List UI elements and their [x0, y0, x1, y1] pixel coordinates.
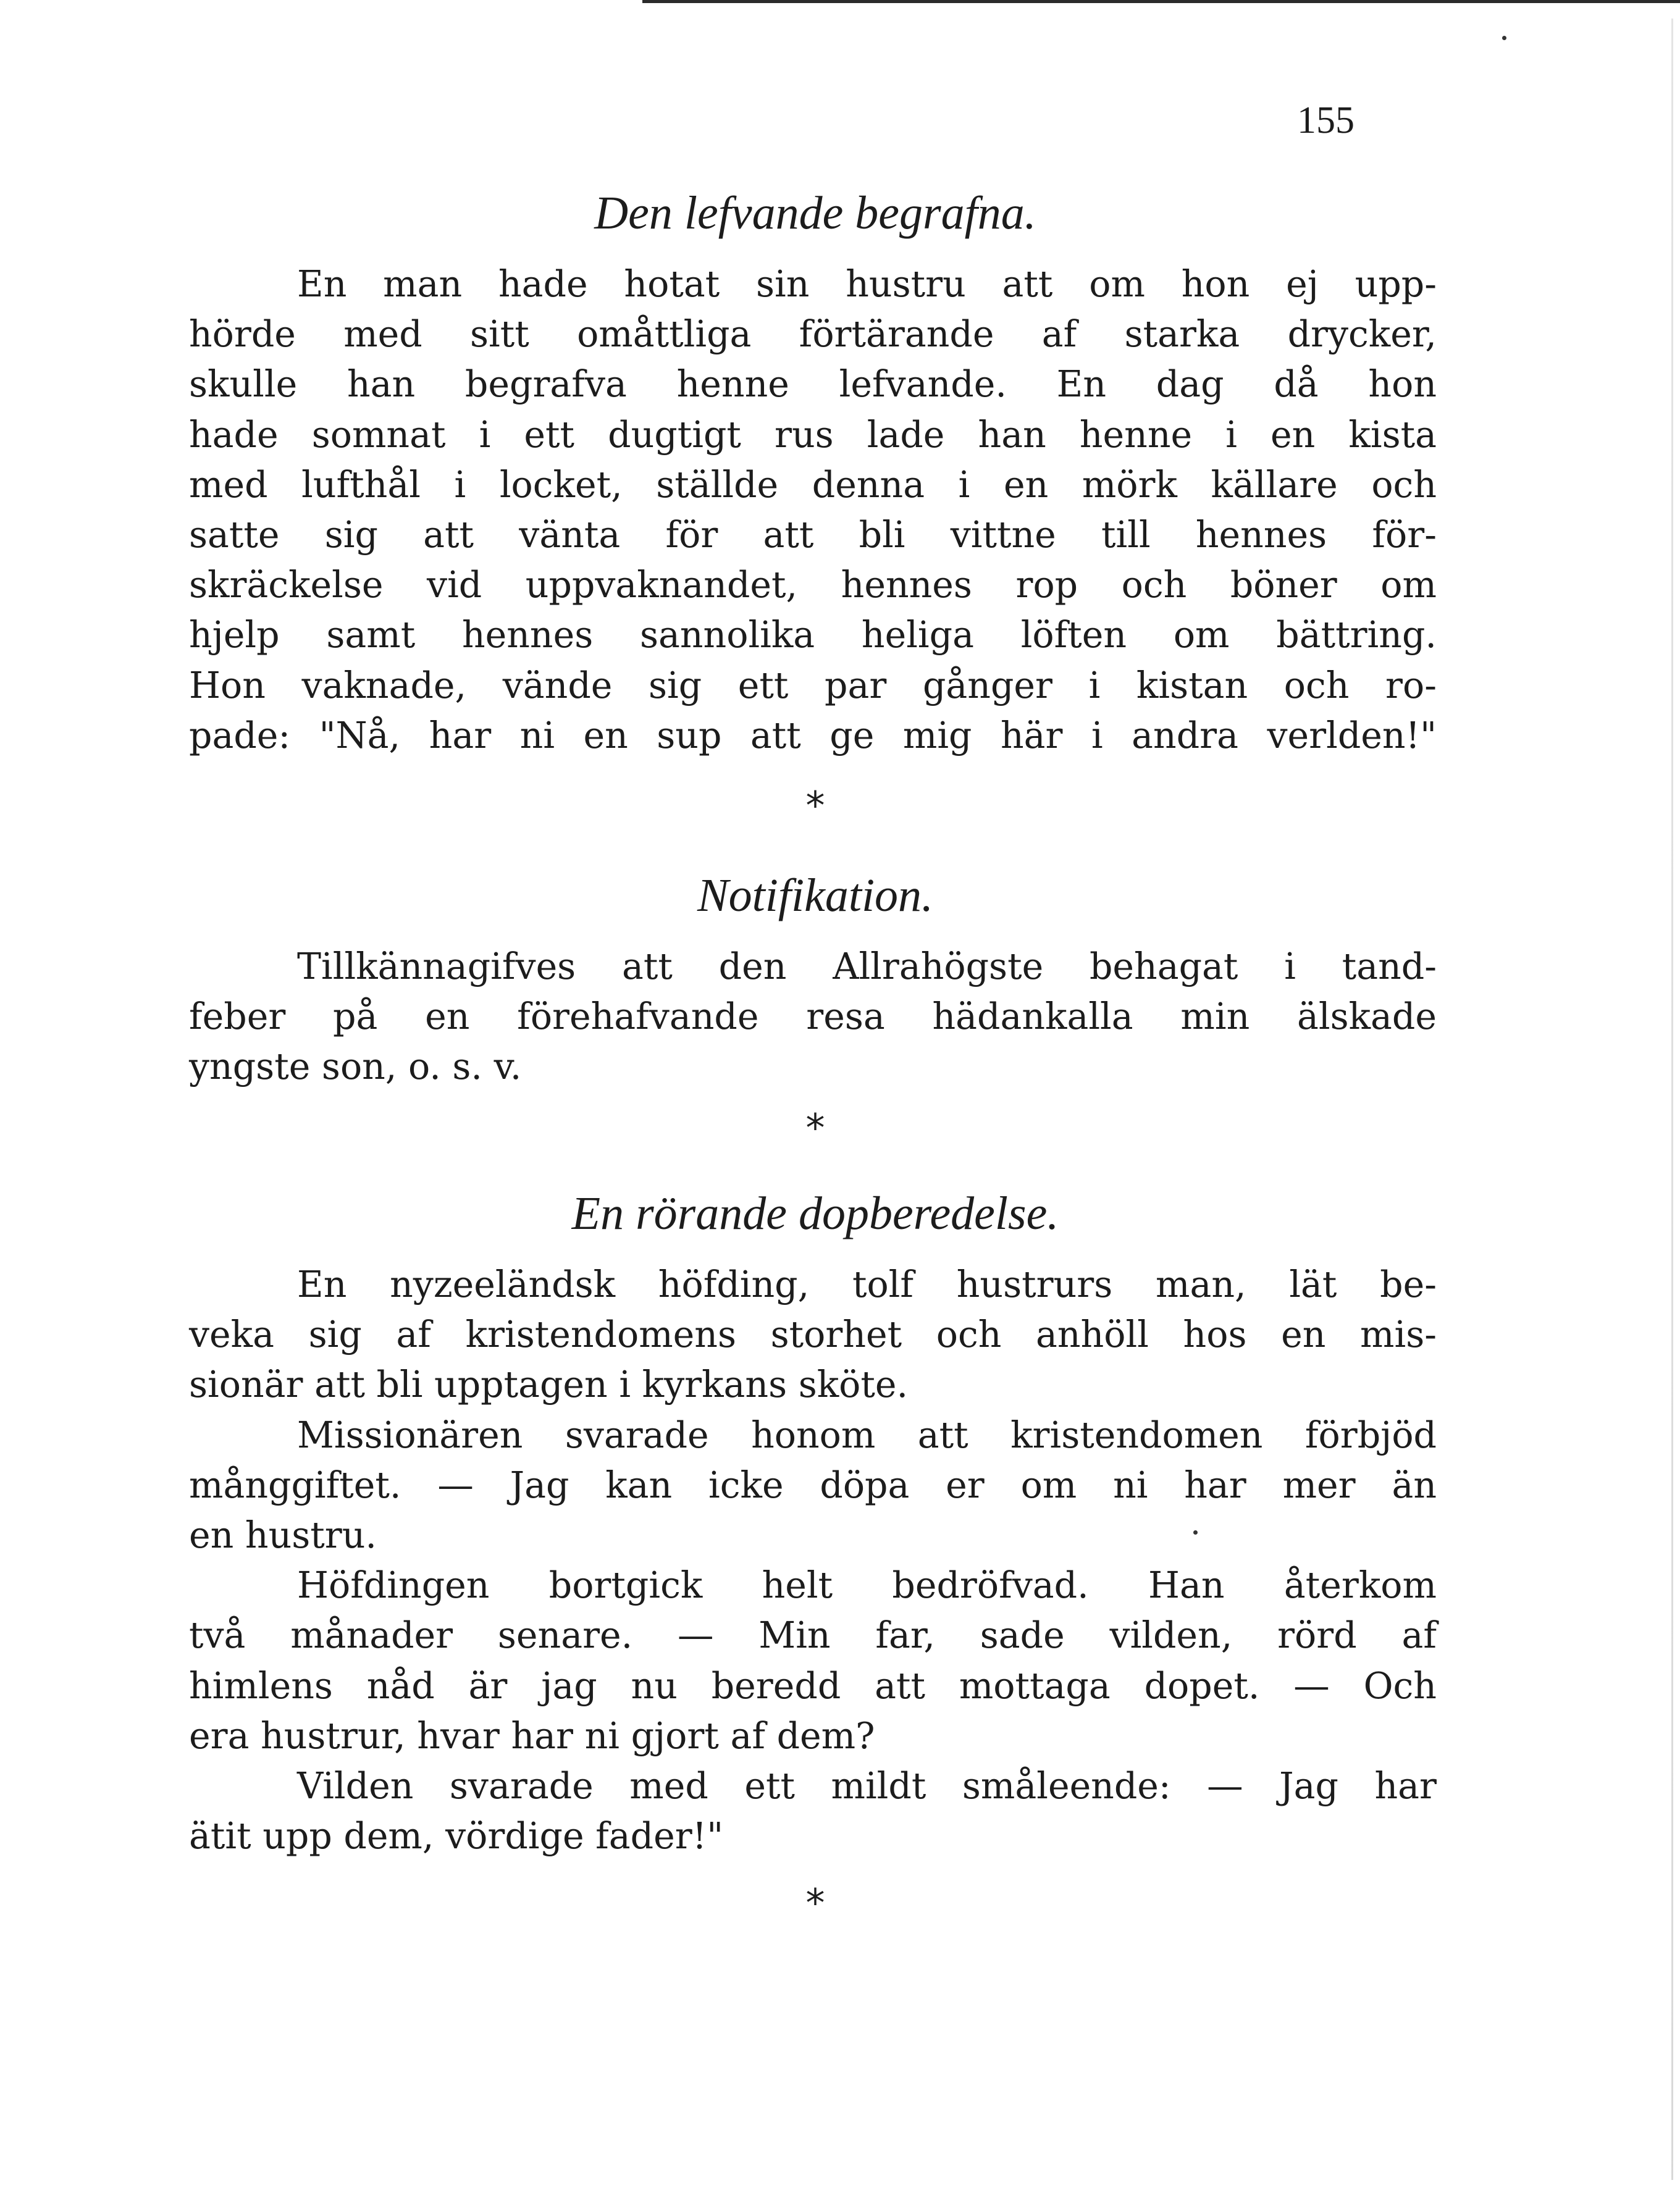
text-line: yngste son, o. s. v.	[189, 1046, 522, 1088]
top-edge-rule	[642, 0, 1680, 3]
section-title-en-rorande-dopberedelse: En rörande dopberedelse.	[571, 1188, 1059, 1239]
text-line: Höfdingen bortgick helt bedröfvad. Han återkom	[297, 1564, 1437, 1607]
text-line: en hustru.	[189, 1514, 377, 1556]
section-body-en-rorande-dopberedelse	[189, 1260, 1437, 1861]
section-separator: *	[805, 1880, 825, 1926]
text-line: pade: "Nå, har ni en sup att ge mig här i andra verlden!"	[189, 714, 1437, 757]
section-title-notifikation: Notifikation.	[697, 870, 934, 921]
page-edge-shadow	[1671, 19, 1673, 2180]
text-line: satte sig att vänta för att bli vittne till hennes för-	[189, 513, 1437, 556]
text-line: sionär att bli upptagen i kyrkans sköte.	[189, 1364, 909, 1406]
section-body-notifikation	[189, 942, 1437, 1092]
text-line: En nyzeeländsk höfding, tolf hustrurs man, lät be-	[297, 1264, 1437, 1306]
text-line: era hustrur, hvar har ni gjort af dem?	[189, 1714, 875, 1757]
text-line: Tillkännagifves att den Allrahögste behagat i tand-	[297, 945, 1437, 987]
text-line: månggiftet. — Jag kan icke döpa er om ni har mer än	[189, 1464, 1437, 1506]
text-line: hjelp samt hennes sannolika heliga löften om bättring.	[189, 614, 1437, 656]
scan-speck	[1502, 36, 1506, 40]
page-number: 155	[1297, 99, 1354, 141]
scan-speck	[1193, 1530, 1198, 1535]
text-line: Missionären svarade honom att kristendomen förbjöd	[297, 1414, 1437, 1456]
text-line: hörde med sitt omåttliga förtärande af starka drycker,	[189, 313, 1437, 356]
text-line: ätit upp dem, vördige fader!"	[189, 1815, 724, 1858]
text-line: feber på en förehafvande resa hädankalla min älskade	[189, 995, 1437, 1038]
section-body-den-lefvande-begrafna	[189, 259, 1437, 761]
text-line: med lufthål i locket, ställde denna i en mörk källare och	[189, 463, 1437, 506]
text-line: Vilden svarade med ett mildt småleende: — Jag har	[297, 1764, 1437, 1807]
section-separator: *	[805, 783, 825, 828]
text-line: skulle han begrafva henne lefvande. En dag då hon	[189, 363, 1437, 406]
text-line: veka sig af kristendomens storhet och anhöll hos en mis-	[189, 1314, 1437, 1356]
text-line: En man hade hotat sin hustru att om hon ej upp-	[297, 263, 1437, 305]
section-separator: *	[805, 1105, 825, 1151]
text-line: himlens nåd är jag nu beredd att mottaga dopet. — Och	[189, 1664, 1437, 1707]
text-line: skräckelse vid uppvaknandet, hennes rop och böner om	[189, 564, 1437, 606]
text-line: hade somnat i ett dugtigt rus lade han henne i en kista	[189, 413, 1437, 456]
text-line: två månader senare. — Min far, sade vilden, rörd af	[189, 1614, 1437, 1657]
section-title-den-lefvande-begrafna: Den lefvande begrafna.	[594, 187, 1036, 239]
text-line: Hon vaknade, vände sig ett par gånger i kistan och ro-	[189, 664, 1437, 706]
